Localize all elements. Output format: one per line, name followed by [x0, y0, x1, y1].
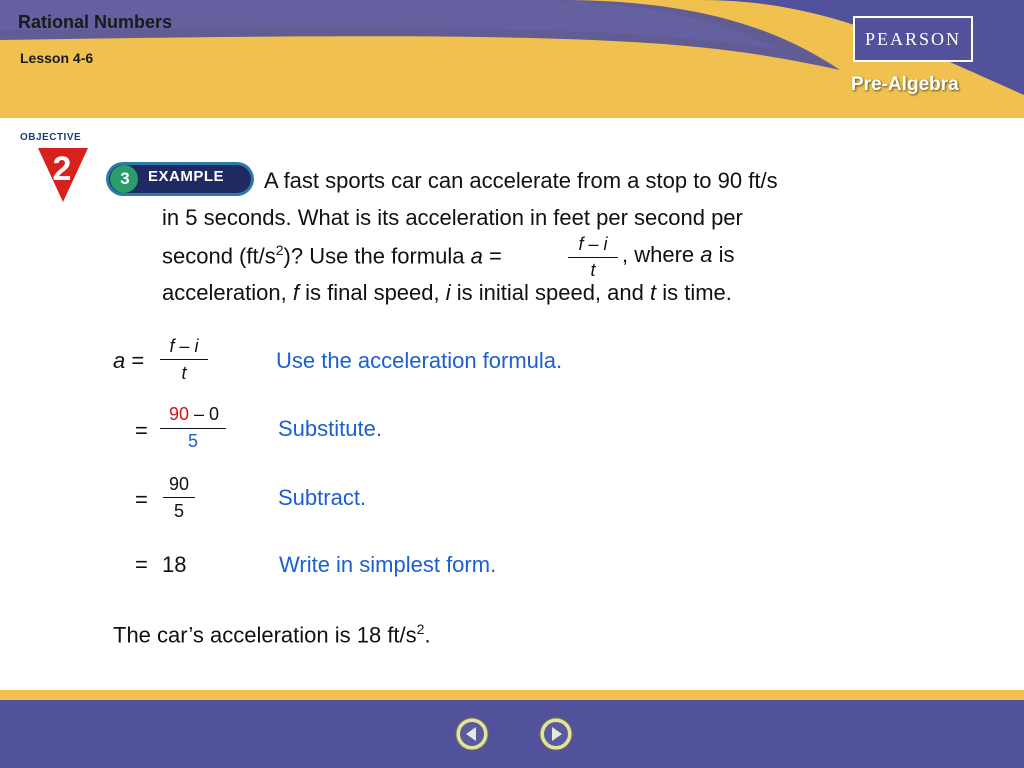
step1-note: Use the acceleration formula.: [276, 348, 563, 373]
header-banner: [0, 0, 1024, 118]
step1-numerator: f – i: [169, 336, 199, 356]
step3-numerator: 90: [168, 474, 190, 494]
footer-bar: [0, 700, 1024, 768]
step4-equals: =: [135, 552, 148, 577]
pearson-logo: PEARSON: [853, 16, 973, 62]
step2-equals: =: [135, 418, 148, 443]
step3-note: Subtract.: [278, 485, 367, 510]
arrow-right-icon[interactable]: [539, 717, 573, 751]
step1-fraction-bar: [160, 359, 208, 360]
unit-title: Rational Numbers: [18, 12, 173, 32]
objective-marker: [20, 132, 90, 188]
lesson-number: Lesson 4-6: [20, 50, 94, 66]
step1-lhs: a =: [113, 348, 145, 373]
step3-denominator: 5: [173, 501, 184, 521]
arrow-left-icon[interactable]: [455, 717, 489, 751]
objective-label: OBJECTIVE: [20, 132, 82, 143]
problem-line-2: in 5 seconds. What is its acceleration in feet per second per: [162, 205, 743, 230]
formula-fraction-bar: [568, 257, 618, 258]
step2-fraction-bar: [160, 428, 226, 429]
problem-line-3-end: , where a is: [622, 242, 735, 267]
step1-denominator: t: [181, 363, 187, 383]
formula-numerator: f – i: [578, 234, 608, 254]
example-label: EXAMPLE: [148, 168, 225, 185]
problem-line-3: second $(ft/s^2)$? Use the formula a =: [162, 242, 502, 269]
step4-value: 18: [162, 552, 187, 577]
objective-number: 2: [52, 150, 72, 188]
step2-denominator: 5: [187, 431, 198, 451]
conclusion-text: The car’s acceleration is 18 $ft/s^2$.: [113, 621, 431, 648]
problem-line-4: acceleration, f is final speed, i is initial speed, and t is time.: [162, 280, 732, 305]
problem-line-1: A fast sports car can accelerate from a stop to 90 ft/s: [264, 168, 778, 193]
footer-stripe: [0, 690, 1024, 700]
step3-equals: =: [135, 487, 148, 512]
course-name: Pre-Algebra: [851, 74, 959, 95]
formula-denominator: t: [590, 260, 596, 280]
step3-fraction-bar: [163, 497, 195, 498]
example-number: 3: [120, 169, 130, 188]
step2-note: Substitute.: [278, 416, 382, 441]
step4-note: Write in simplest form.: [279, 552, 497, 577]
step2-numerator: 90 – 0: [168, 404, 220, 424]
objective-triangle-icon: [38, 144, 92, 208]
